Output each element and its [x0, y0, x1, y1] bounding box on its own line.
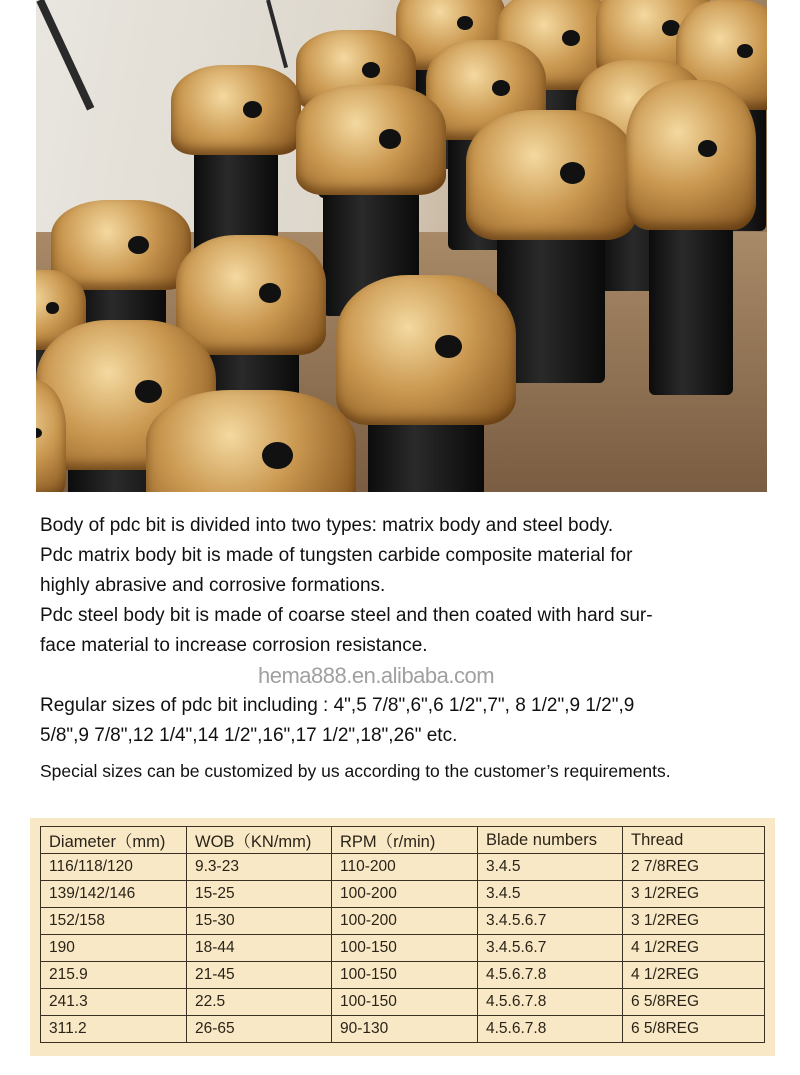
- table-row: [41, 854, 765, 881]
- table-cell: 3 1/2REG: [623, 881, 765, 908]
- table-row: [41, 881, 765, 908]
- table-cell: 22.5: [187, 989, 332, 1016]
- spec-table-container: [30, 818, 775, 1056]
- table-cell: 311.2: [41, 1016, 187, 1043]
- table-cell: 15-30: [187, 908, 332, 935]
- table-row: [41, 908, 765, 935]
- table-cell: 100-150: [332, 962, 478, 989]
- table-cell: 139/142/146: [41, 881, 187, 908]
- bit-nozzle: [492, 80, 510, 96]
- table-cell: 4.5.6.7.8: [478, 962, 623, 989]
- table-cell: 9.3-23: [187, 854, 332, 881]
- bit-nozzle: [560, 162, 586, 184]
- table-cell: 3.4.5: [478, 854, 623, 881]
- table-header-cell: RPM（r/min): [332, 827, 478, 854]
- table-cell: 100-150: [332, 935, 478, 962]
- bit-nozzle: [362, 62, 380, 78]
- bit-nozzle: [562, 30, 580, 46]
- table-cell: 100-150: [332, 989, 478, 1016]
- bit-nozzle: [259, 283, 282, 303]
- table-header-cell: Diameter（mm): [41, 827, 187, 854]
- table-cell: 6 5/8REG: [623, 1016, 765, 1043]
- bit-head: [466, 110, 636, 240]
- table-cell: 215.9: [41, 962, 187, 989]
- table-row: [41, 935, 765, 962]
- table-cell: 100-200: [332, 881, 478, 908]
- table-header-row: [41, 827, 765, 854]
- table-cell: 15-25: [187, 881, 332, 908]
- bit-nozzle: [46, 302, 60, 314]
- table-cell: 100-200: [332, 908, 478, 935]
- description-line: face material to increase corrosion resistance.: [40, 635, 428, 656]
- table-cell: 3.4.5.6.7: [478, 908, 623, 935]
- pdc-bit: [336, 275, 516, 492]
- pdc-bit: [146, 390, 356, 492]
- bit-head: [146, 390, 356, 492]
- description-line: highly abrasive and corrosive formations.: [40, 575, 386, 596]
- table-cell: 26-65: [187, 1016, 332, 1043]
- table-cell: 3.4.5: [478, 881, 623, 908]
- special-sizes-note: Special sizes can be customized by us according to the customer’s requirements.: [40, 761, 671, 781]
- rod: [266, 0, 288, 68]
- pdc-bit: [626, 80, 756, 410]
- table-cell: 21-45: [187, 962, 332, 989]
- table-cell: 4.5.6.7.8: [478, 1016, 623, 1043]
- watermark: hema888.en.alibaba.com: [258, 663, 495, 688]
- spec-table: [40, 826, 765, 1043]
- pdc-bit: [36, 380, 66, 492]
- table-row: [41, 989, 765, 1016]
- bit-nozzle: [128, 236, 149, 254]
- table-cell: 6 5/8REG: [623, 989, 765, 1016]
- sizes-line: Regular sizes of pdc bit including : 4",5 7/8",6",6 1/2",7", 8 1/2",9 1/2",9: [40, 695, 635, 716]
- table-cell: 190: [41, 935, 187, 962]
- description-line: Pdc steel body bit is made of coarse steel and then coated with hard sur-: [40, 605, 653, 626]
- table-cell: 241.3: [41, 989, 187, 1016]
- bit-nozzle: [243, 101, 263, 118]
- table-cell: 110-200: [332, 854, 478, 881]
- product-photo-pdc-bits: [36, 0, 767, 492]
- table-cell: 18-44: [187, 935, 332, 962]
- bit-nozzle: [379, 129, 402, 149]
- table-header-cell: WOB（KN/mm): [187, 827, 332, 854]
- table-cell: 90-130: [332, 1016, 478, 1043]
- table-row: [41, 1016, 765, 1043]
- table-cell: 4 1/2REG: [623, 962, 765, 989]
- table-cell: 2 7/8REG: [623, 854, 765, 881]
- bit-head: [296, 85, 446, 195]
- table-cell: 152/158: [41, 908, 187, 935]
- bit-nozzle: [262, 442, 294, 469]
- description-line: Pdc matrix body bit is made of tungsten carbide composite material for: [40, 545, 633, 566]
- bit-nozzle: [698, 140, 718, 157]
- bit-head: [336, 275, 516, 425]
- table-cell: 3.4.5.6.7: [478, 935, 623, 962]
- table-header-cell: Blade numbers: [478, 827, 623, 854]
- table-row: [41, 962, 765, 989]
- table-cell: 3 1/2REG: [623, 908, 765, 935]
- description-line: Body of pdc bit is divided into two types: matrix body and steel body.: [40, 515, 614, 536]
- rod: [36, 0, 94, 110]
- table-cell: 4.5.6.7.8: [478, 989, 623, 1016]
- sizes-line: 5/8",9 7/8",12 1/4",14 1/2",16",17 1/2",18",26" etc.: [40, 725, 458, 746]
- table-header-cell: Thread: [623, 827, 765, 854]
- bit-head: [171, 65, 301, 155]
- table-cell: 116/118/120: [41, 854, 187, 881]
- bit-head: [626, 80, 756, 230]
- table-cell: 4 1/2REG: [623, 935, 765, 962]
